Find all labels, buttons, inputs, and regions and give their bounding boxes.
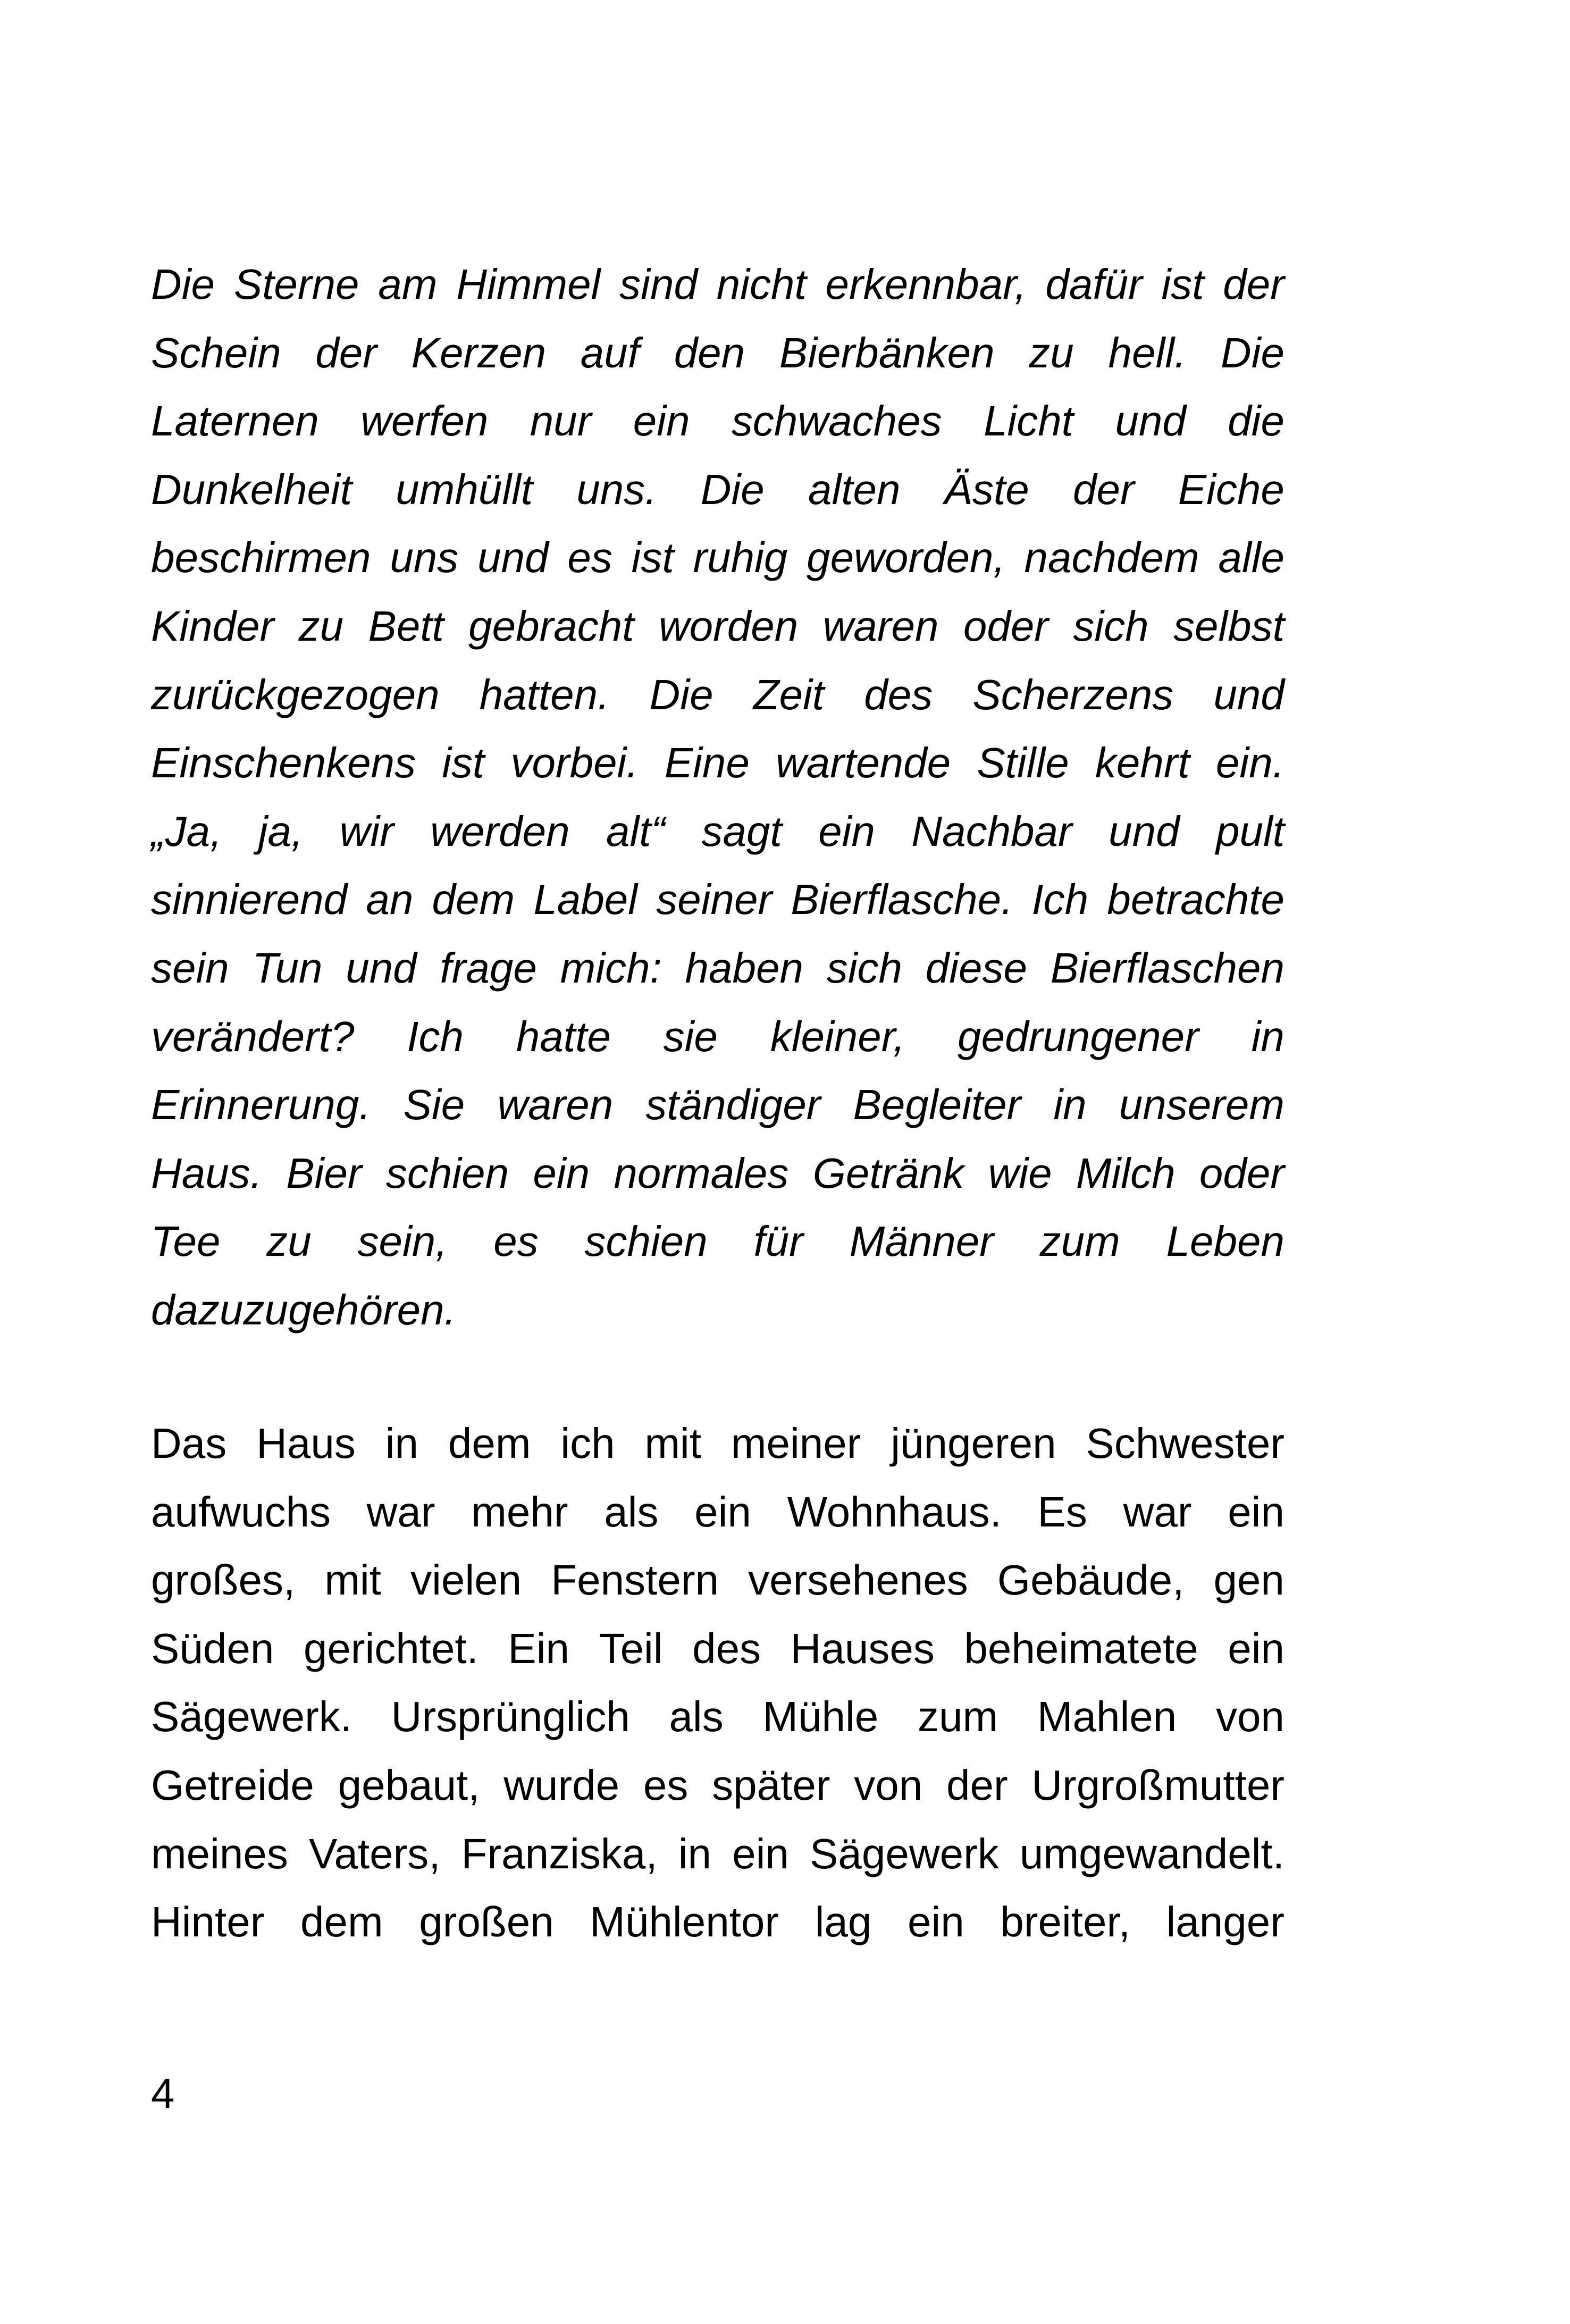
text-line: Erinnerung. Sie waren ständiger Begleiter in unserem [151,1081,1284,1129]
text-line: verändert? Ich hatte sie kleiner, gedrungener in [151,1012,1284,1060]
text-line: „Ja, ja, wir werden alt“ sagt ein Nachbar und pult [151,807,1284,855]
text-line: Schein der Kerzen auf den Bierbänken zu hell. Die [151,329,1284,376]
text-line: Das Haus in dem ich mit meiner jüngeren Schwester [151,1420,1284,1467]
text-line: Kinder zu Bett gebracht worden waren oder sich selbst [151,602,1284,650]
text-line: Süden gerichtet. Ein Teil des Hauses beheimatete ein [151,1624,1284,1672]
text-line: sein Tun und frage mich: haben sich diese Bierflaschen [151,944,1284,992]
text-line: Hinter dem großen Mühlentor lag ein breiter, langer [151,1898,1284,1946]
text-line: Dunkelheit umhüllt uns. Die alten Äste der Eiche [151,465,1284,513]
paragraph-italic-memory [151,250,1284,1345]
text-line: beschirmen uns und es ist ruhig geworden, nachdem alle [151,534,1284,582]
text-line: Sägewerk. Ursprünglich als Mühle zum Mahlen von [151,1693,1284,1741]
page-number: 4 [151,2070,175,2117]
text-line: sinnierend an dem Label seiner Bierflasche. Ich betrachte [151,876,1284,924]
text-line: Einschenkens ist vorbei. Eine wartende Stille kehrt ein. [151,739,1284,787]
text-line: Die Sterne am Himmel sind nicht erkennbar, dafür ist der [151,261,1284,308]
text-line: Tee zu sein, es schien für Männer zum Leben [151,1218,1284,1265]
text-line: Haus. Bier schien ein normales Getränk wie Milch oder [151,1149,1284,1197]
text-line: meines Vaters, Franziska, in ein Sägewerk umgewandelt. [151,1830,1284,1877]
text-line: Getreide gebaut, wurde es später von der Urgroßmutter [151,1761,1284,1809]
text-line: zurückgezogen hatten. Die Zeit des Scherzens und [151,670,1284,718]
text-line: großes, mit vielen Fenstern versehenes Gebäude, gen [151,1556,1284,1604]
text-line: dazuzugehören. [151,1286,456,1333]
text-line: Laternen werfen nur ein schwaches Licht und die [151,397,1284,445]
text-line: aufwuchs war mehr als ein Wohnhaus. Es war ein [151,1488,1284,1536]
paragraph-house-description [151,1409,1284,1954]
